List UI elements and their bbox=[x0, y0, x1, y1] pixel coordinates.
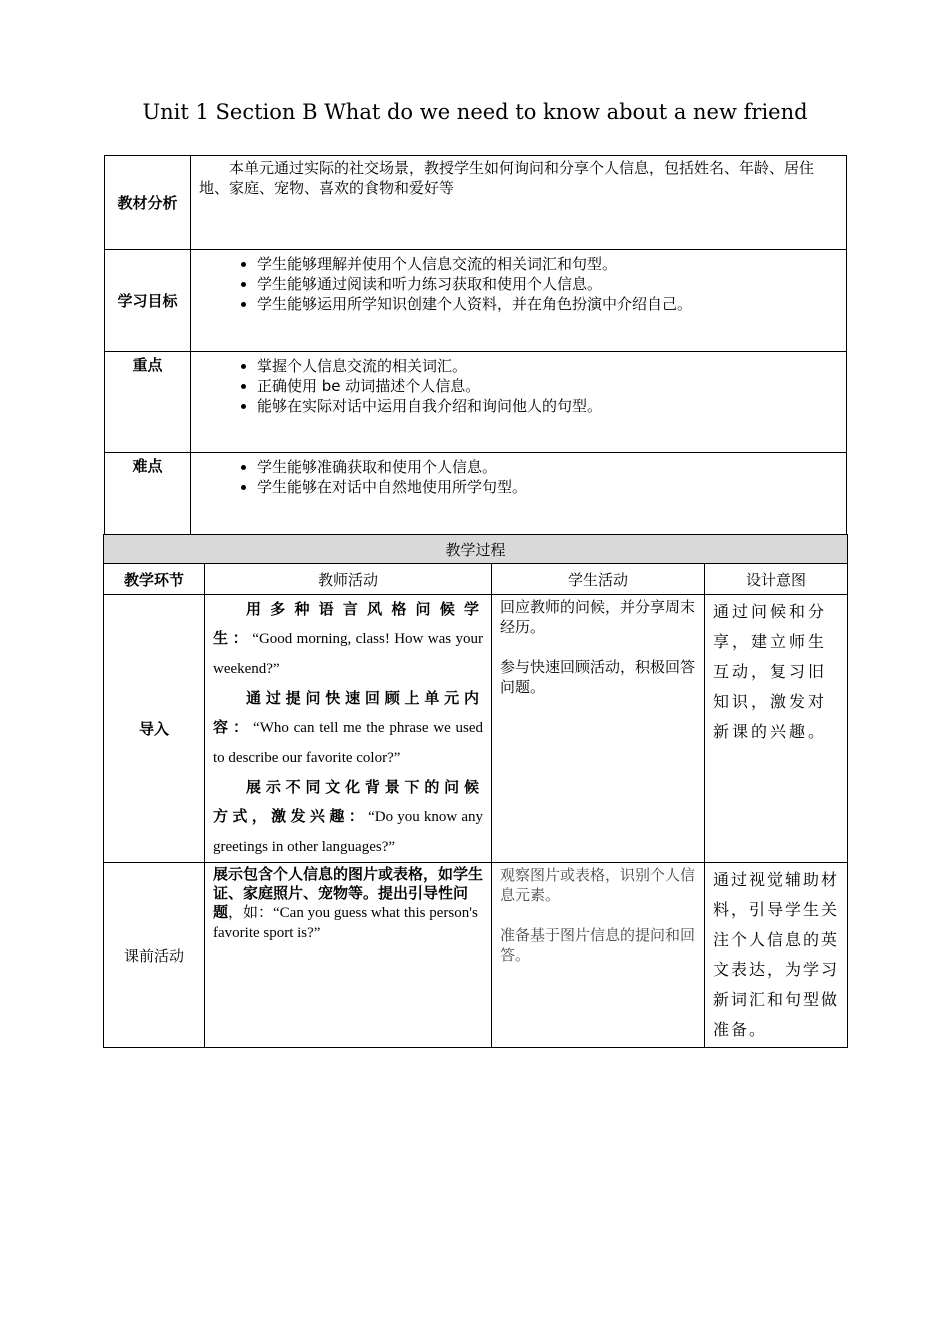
analysis-row bbox=[105, 156, 847, 250]
list-item: • 掌握个人信息交流的相关词汇。 bbox=[257, 356, 846, 376]
analysis-text: 本单元通过实际的社交场景，教授学生如何询问和分享个人信息，包括姓名、年龄、居住地、家庭、宠物、喜欢的食物和爱好等 bbox=[199, 159, 815, 197]
teacher-quote: “Do you know any greetings in other languages?” bbox=[213, 809, 483, 855]
overview-table bbox=[104, 155, 847, 535]
column-header-student: 学生活动 bbox=[492, 564, 705, 595]
teacher-quote: “Who can tell me the phrase we used to describe our favorite color?” bbox=[213, 720, 483, 766]
list-item: • 能够在实际对话中运用自我介绍和询问他人的句型。 bbox=[257, 396, 846, 416]
analysis-content bbox=[191, 156, 847, 250]
list-item: • 学生能够在对话中自然地使用所学句型。 bbox=[257, 477, 846, 497]
teacher-quote: “Good morning, class! How was your weekend?” bbox=[213, 631, 483, 677]
document-title: Unit 1 Section B What do we need to know about a new friend bbox=[142, 100, 808, 124]
list-item: • 正确使用 be 动词描述个人信息。 bbox=[257, 376, 846, 396]
difficulties-row bbox=[105, 453, 847, 535]
design-intent: 通过问候和分享，建立师生互动，复习旧知识，激发对新课的兴趣。 bbox=[713, 602, 828, 741]
process-heading-row bbox=[104, 535, 848, 564]
student-paragraph: 回应教师的问候，并分享周末经历。 bbox=[500, 598, 696, 636]
teacher-bold: 展示包含个人信息的图片或表格，如学生证、家庭照片、宠物等。提出引导性问题 bbox=[213, 865, 484, 921]
student-activity-cell bbox=[492, 863, 705, 1048]
key-points-row bbox=[105, 352, 847, 453]
teacher-activity-cell bbox=[205, 863, 492, 1048]
student-paragraph: 参与快速回顾活动，积极回答问题。 bbox=[500, 658, 696, 696]
column-header-row bbox=[104, 564, 848, 595]
process-table bbox=[103, 534, 848, 1048]
key-points-list bbox=[191, 356, 846, 416]
difficulties-label: 难点 bbox=[105, 453, 191, 535]
teacher-paragraph bbox=[213, 773, 483, 862]
student-activity-cell bbox=[492, 595, 705, 863]
teacher-bold: 通过提问快速回顾上单元内容： bbox=[213, 689, 483, 736]
teacher-activity bbox=[205, 863, 491, 945]
student-activity bbox=[492, 863, 704, 987]
stage-cell: 导入 bbox=[104, 595, 205, 863]
difficulties-content bbox=[191, 453, 847, 535]
objectives-label: 学习目标 bbox=[105, 250, 191, 352]
teacher-bold: 用多种语言风格问候学生： bbox=[213, 600, 483, 647]
teacher-activity bbox=[205, 595, 491, 862]
objectives-content bbox=[191, 250, 847, 352]
difficulties-list bbox=[191, 457, 846, 497]
teacher-bold: 展示不同文化背景下的问候方式，激发兴趣： bbox=[213, 778, 483, 825]
list-item: • 学生能够运用所学知识创建个人资料，并在角色扮演中介绍自己。 bbox=[257, 294, 846, 314]
table-row bbox=[104, 595, 848, 863]
table-row bbox=[104, 863, 848, 1048]
student-paragraph: 观察图片或表格，识别个人信息元素。 bbox=[500, 866, 696, 904]
key-points-label: 重点 bbox=[105, 352, 191, 453]
objectives-list bbox=[191, 254, 846, 314]
teacher-activity-cell bbox=[205, 595, 492, 863]
key-points-content bbox=[191, 352, 847, 453]
teacher-paragraph bbox=[213, 595, 483, 684]
list-item: • 学生能够理解并使用个人信息交流的相关词汇和句型。 bbox=[257, 254, 846, 274]
list-item: • 学生能够准确获取和使用个人信息。 bbox=[257, 457, 846, 477]
teacher-quote: ，如：“Can you guess what this person's favorite sport is?” bbox=[213, 905, 478, 941]
column-header-teacher: 教师活动 bbox=[205, 564, 492, 595]
student-activity bbox=[492, 595, 704, 719]
design-intent: 通过视觉辅助材料，引导学生关注个人信息的英文表达，为学习新词汇和句型做准备。 bbox=[713, 870, 840, 1039]
list-item: • 学生能够通过阅读和听力练习获取和使用个人信息。 bbox=[257, 274, 846, 294]
intent-cell bbox=[705, 863, 848, 1048]
stage-cell: 课前活动 bbox=[104, 863, 205, 1048]
process-heading: 教学过程 bbox=[104, 535, 848, 564]
analysis-label: 教材分析 bbox=[105, 156, 191, 250]
teacher-paragraph bbox=[213, 684, 483, 773]
column-header-intent: 设计意图 bbox=[705, 564, 848, 595]
column-header-stage: 教学环节 bbox=[104, 564, 205, 595]
student-paragraph: 准备基于图片信息的提问和回答。 bbox=[500, 926, 696, 964]
intent-cell bbox=[705, 595, 848, 863]
objectives-row bbox=[105, 250, 847, 352]
